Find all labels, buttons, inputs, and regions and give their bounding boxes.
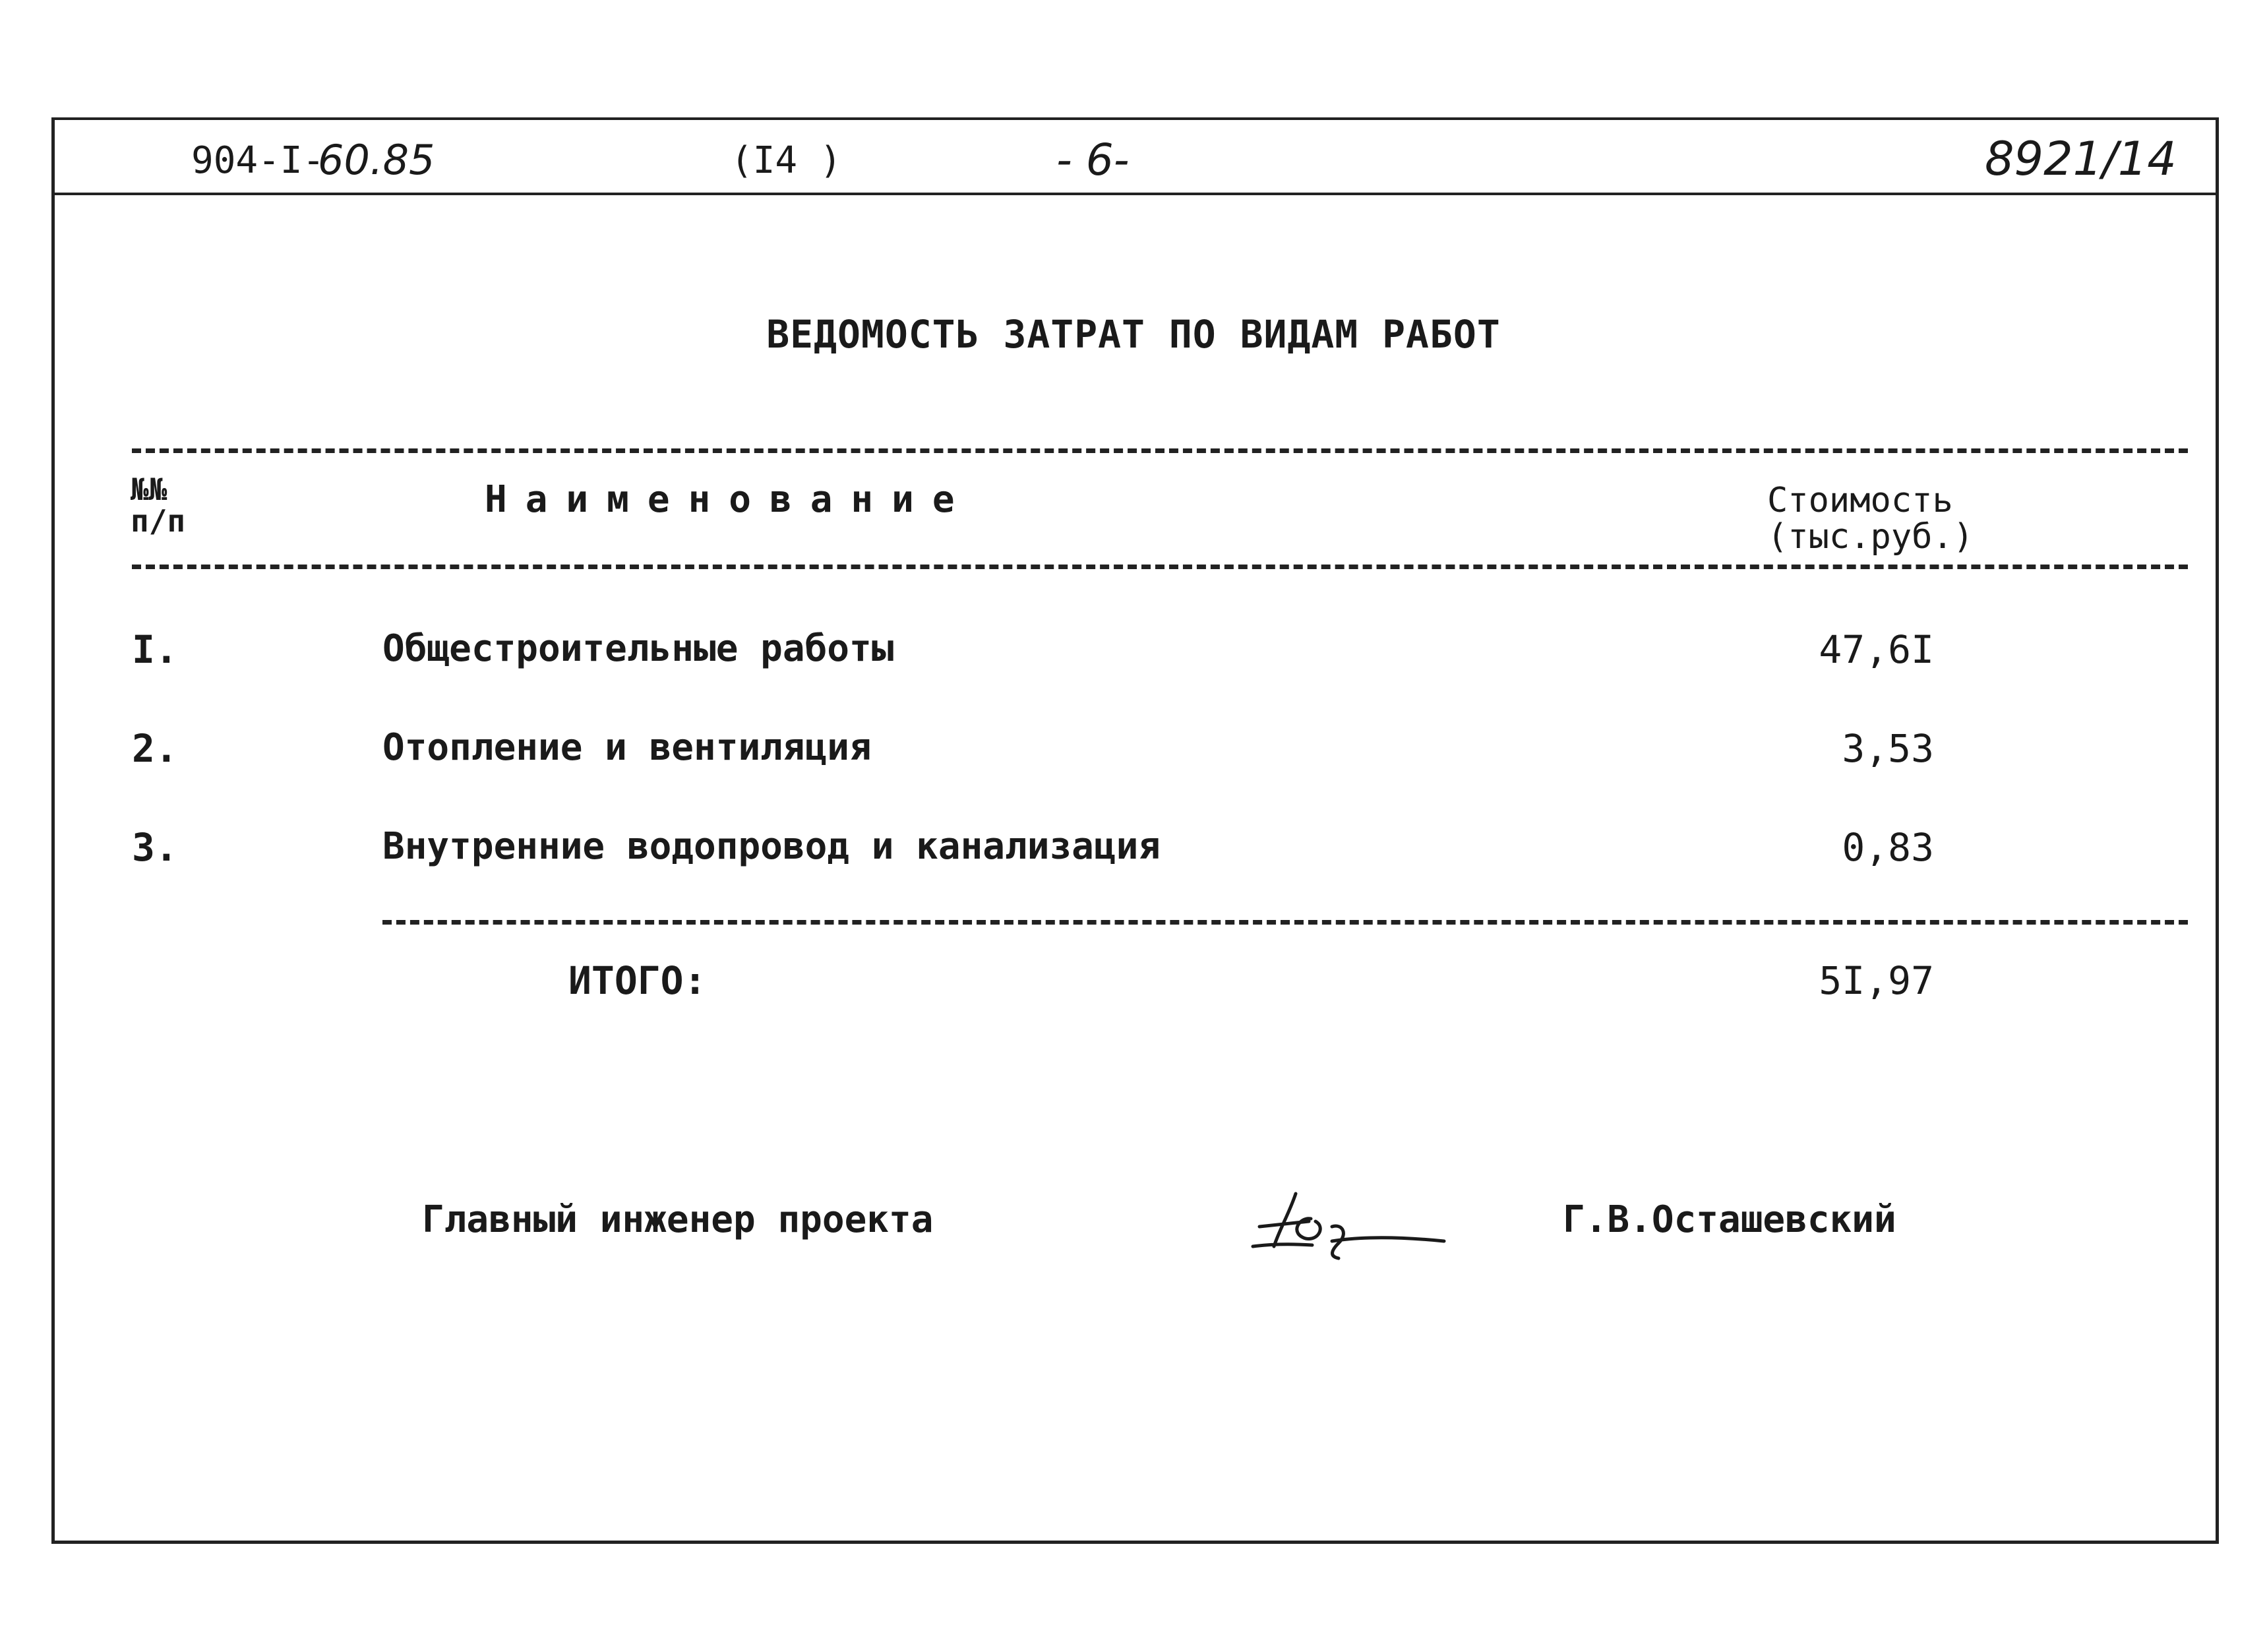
table-row-cost: 47,6I xyxy=(1819,627,1934,672)
table-top-dashed-rule xyxy=(132,448,2188,453)
frame-bottom-border xyxy=(51,1541,2219,1544)
sheet-number: (I4 ) xyxy=(731,139,842,182)
signatory-name: Г.В.Осташевский xyxy=(1563,1198,1896,1241)
total-dashed-rule xyxy=(382,920,2188,925)
archive-number: 8921/14 xyxy=(1985,132,2177,186)
handwritten-signature xyxy=(1233,1180,1451,1266)
total-label: ИТОГО: xyxy=(568,958,707,1003)
column-header-number-line2: п/п xyxy=(131,503,186,539)
table-header-dashed-rule xyxy=(132,565,2188,569)
table-row-cost: 3,53 xyxy=(1842,726,1934,771)
table-row-name: Общестроительные работы xyxy=(382,627,894,670)
document-code-handwritten: 60.85 xyxy=(318,136,435,184)
document-code-printed: 904-I- xyxy=(191,139,325,182)
table-row-number: 3. xyxy=(132,825,178,870)
total-value: 5I,97 xyxy=(1819,958,1934,1003)
header-divider xyxy=(51,193,2219,195)
signatory-role: Главный инженер проекта xyxy=(422,1198,934,1241)
frame-top-border xyxy=(51,117,2219,120)
table-row-name: Внутренние водопровод и канализация xyxy=(382,825,1161,868)
table-row-cost: 0,83 xyxy=(1842,825,1934,870)
document-title: ВЕДОМОСТЬ ЗАТРАТ ПО ВИДАМ РАБОТ xyxy=(766,312,1501,357)
column-header-number xyxy=(131,474,185,537)
column-header-number-line1: №№ xyxy=(131,472,167,507)
column-header-cost xyxy=(1767,483,1974,555)
table-row-name: Отопление и вентиляция xyxy=(382,726,872,769)
page-number: - 6- xyxy=(1056,135,1130,185)
column-header-name: Наименование xyxy=(485,478,973,521)
column-header-cost-line1: Стоимость xyxy=(1767,481,1953,520)
column-header-cost-line2: (тыс.руб.) xyxy=(1767,516,1974,557)
table-row-number: I. xyxy=(132,627,178,672)
table-row-number: 2. xyxy=(132,726,178,771)
